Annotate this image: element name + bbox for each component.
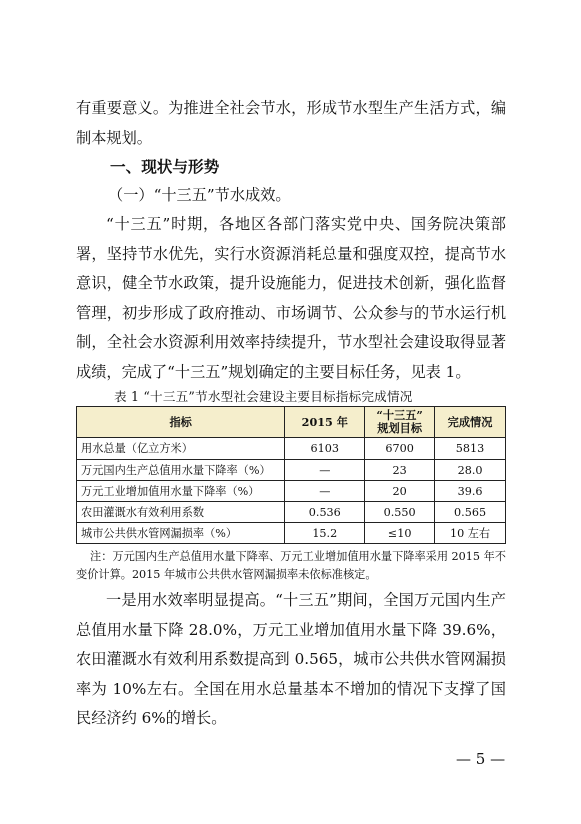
- sub-heading: （一）“十三五”节水成效。: [108, 186, 291, 204]
- table-row: 万元国内生产总值用水量下降率（%） — 23 28.0: [77, 460, 506, 481]
- table-row: 万元工业增加值用水量下降率（%） — 20 39.6: [77, 481, 506, 502]
- efficiency-paragraph: 一是用水效率明显提高。“十三五”期间，全国万元国内生产总值用水量下降 28.0%，万元工业增加值用水量下降 39.6%，农田灌溉水有效利用系数提高到 0.565，城市公共供水管网漏损率为 10%左右。全国在用水总量基本不增加的情况下支撑了国民经济约 6%的增长。: [76, 591, 506, 727]
- header-plan-target: “十三五” 规划目标: [365, 407, 435, 438]
- main-paragraph: “十三五”时期，各地区各部门落实党中央、国务院决策部署，坚持节水优先，实行水资源消耗总量和强度双控，提高节水意识，健全节水政策，提升设施能力，促进技术创新，强化监督管理，初步形成了政府推动、市场调节、公众参与的节水运行机制，全社会水资源利用效率持续提升，节水型社会建设取得显著成绩，完成了“十三五”规划确定的主要目标任务，见表 1。: [76, 215, 506, 381]
- header-indicator: 指标: [77, 407, 285, 438]
- table-row: 用水总量（亿立方米） 6103 6700 5813: [77, 438, 506, 460]
- intro-paragraph: 有重要意义。为推进全社会节水，形成节水型生产生活方式，编制本规划。: [76, 99, 506, 147]
- table-caption: 表 1 “十三五”节水型社会建设主要目标指标完成情况: [114, 389, 413, 404]
- page-number: — 5 —: [456, 750, 506, 768]
- table-row: 农田灌溉水有效利用系数 0.536 0.550 0.565: [77, 502, 506, 523]
- targets-table: [76, 406, 506, 544]
- header-completion: 完成情况: [435, 407, 506, 438]
- section-heading: 一、现状与形势: [110, 157, 220, 176]
- header-2015: 2015 年: [285, 407, 365, 438]
- table-row: 城市公共供水管网漏损率（%） 15.2 ≤10 10 左右: [77, 523, 506, 544]
- table-header-row: [77, 407, 506, 438]
- table-note: 注：万元国内生产总值用水量下降率、万元工业增加值用水量下降率采用 2015 年不变价计算。2015 年城市公共供水管网漏损率未依标准核定。: [76, 550, 506, 581]
